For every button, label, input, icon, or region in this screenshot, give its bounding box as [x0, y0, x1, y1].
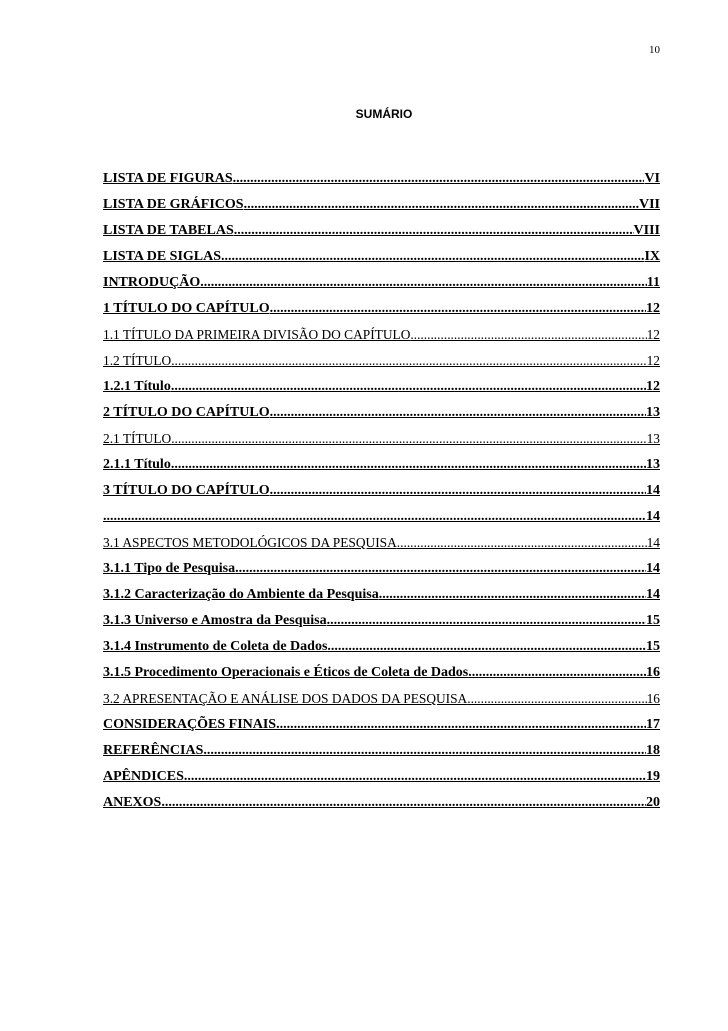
- toc-dot-leader: [244, 197, 639, 213]
- toc-entry[interactable]: [103, 743, 660, 769]
- toc-dot-leader: [171, 379, 646, 395]
- toc-entry[interactable]: [103, 795, 660, 821]
- toc-entry[interactable]: [103, 561, 660, 587]
- toc-entry-text: LISTA DE SIGLAS: [103, 249, 222, 264]
- toc-dot-leader: [410, 327, 646, 343]
- toc-entry-text: 2.1.1 Título: [103, 457, 171, 472]
- toc-entry[interactable]: [103, 691, 660, 717]
- toc-entry[interactable]: [103, 613, 660, 639]
- toc-dot-leader: [235, 561, 646, 577]
- toc-entry-page: 16: [646, 691, 660, 706]
- toc-entry-page: 19: [646, 769, 660, 784]
- toc-entry-text: 3.1.5 Procedimento Operacionais e Éticos de Coleta de Dados: [103, 665, 469, 680]
- toc-dot-leader: [270, 405, 646, 421]
- toc-entry-text: ANEXOS: [103, 795, 162, 810]
- toc-title: SUMÁRIO: [355, 107, 413, 121]
- toc-entry-text: 3.1 ASPECTOS METODOLÓGICOS DA PESQUISA: [103, 535, 397, 550]
- toc-entry-page: 15: [646, 639, 660, 654]
- toc-entry-text: 3.2 APRESENTAÇÃO E ANÁLISE DOS DADOS DA PESQUISA: [103, 691, 468, 706]
- toc-entry-page: 13: [646, 457, 660, 472]
- toc-entry-page: 14: [646, 561, 660, 576]
- toc-entry-page: 13: [646, 431, 660, 446]
- toc-entry-page: 12: [646, 301, 660, 316]
- toc-entry-page: IX: [644, 249, 660, 264]
- toc-entry-page: 14: [646, 587, 660, 602]
- toc-entry[interactable]: [103, 587, 660, 613]
- toc-entry-page: 16: [646, 665, 660, 680]
- toc-dot-leader: [327, 613, 646, 629]
- toc-dot-leader: [200, 275, 647, 291]
- toc-dot-leader: [233, 171, 645, 187]
- toc-entry-page: 14: [646, 483, 660, 498]
- toc-entry-text: CONSIDERAÇÕES FINAIS: [103, 717, 277, 732]
- toc-entry[interactable]: [103, 769, 660, 795]
- toc-dot-leader: [171, 353, 646, 369]
- toc-entry-page: 12: [646, 379, 660, 394]
- toc-entry[interactable]: [103, 483, 660, 509]
- toc-entry[interactable]: [103, 431, 660, 457]
- toc-entry[interactable]: [103, 327, 660, 353]
- toc-entry-page: VIII: [633, 223, 660, 238]
- toc-entry[interactable]: [103, 223, 660, 249]
- toc-entry-page: 12: [646, 327, 660, 342]
- toc-entry-page: 14: [646, 535, 660, 550]
- toc-entry[interactable]: [103, 249, 660, 275]
- toc-entry-text: LISTA DE FIGURAS: [103, 171, 233, 186]
- toc-entry-text: 3.1.3 Universo e Amostra da Pesquisa: [103, 613, 327, 628]
- toc-dot-leader: [161, 795, 646, 811]
- toc-entry[interactable]: [103, 509, 660, 535]
- toc-dot-leader: [276, 717, 646, 733]
- toc-dot-leader: [171, 457, 646, 473]
- toc-dot-leader: [379, 587, 646, 603]
- toc-entry-page: VII: [638, 197, 660, 212]
- toc-dot-leader: [184, 769, 646, 785]
- toc-entry-text: APÊNDICES: [103, 769, 184, 784]
- toc-entry-text: 1.2 TÍTULO: [103, 353, 172, 368]
- toc-entry[interactable]: [103, 457, 660, 483]
- toc-dot-leader: [468, 665, 646, 681]
- toc-entry[interactable]: [103, 535, 660, 561]
- toc-entry-page: 12: [646, 353, 660, 368]
- toc-dot-leader: [467, 691, 646, 707]
- toc-entry-page: 14: [646, 509, 660, 524]
- toc-entry-page: 18: [646, 743, 660, 758]
- toc-entry[interactable]: [103, 405, 660, 431]
- toc-entry-text: INTRODUÇÃO: [103, 275, 201, 290]
- toc-entry[interactable]: [103, 379, 660, 405]
- page-number: 10: [649, 44, 660, 56]
- toc-dot-leader: [270, 483, 646, 499]
- toc-entry-text: REFERÊNCIAS: [103, 743, 204, 758]
- toc-dot-leader: [327, 639, 646, 655]
- toc-dot-leader: [171, 431, 646, 447]
- toc-entry-text: 3.1.1 Tipo de Pesquisa: [103, 561, 236, 576]
- toc-entry-page: 11: [646, 275, 660, 290]
- toc-entry[interactable]: [103, 639, 660, 665]
- toc-entry-text: 2 TÍTULO DO CAPÍTULO: [103, 405, 270, 420]
- toc-entry[interactable]: [103, 171, 660, 197]
- toc-dot-leader: [103, 509, 646, 525]
- toc-entry-text: 1.2.1 Título: [103, 379, 171, 394]
- toc-entry[interactable]: [103, 717, 660, 743]
- toc-entry[interactable]: [103, 301, 660, 327]
- toc-entry-text: 1.1 TÍTULO DA PRIMEIRA DIVISÃO DO CAPÍTULO: [103, 327, 411, 342]
- toc-entry[interactable]: [103, 275, 660, 301]
- toc-entry-page: 17: [646, 717, 660, 732]
- toc-entry-text: LISTA DE TABELAS: [103, 223, 234, 238]
- toc-entry-text: 3 TÍTULO DO CAPÍTULO: [103, 483, 270, 498]
- toc-entry-page: 15: [646, 613, 660, 628]
- toc-entry-page: VI: [644, 171, 660, 186]
- toc-entry-page: 13: [646, 405, 660, 420]
- toc-dot-leader: [270, 301, 646, 317]
- toc-dot-leader: [234, 223, 634, 239]
- toc-entry-text: 3.1.4 Instrumento de Coleta de Dados: [103, 639, 328, 654]
- toc-entry-text: 3.1.2 Caracterização do Ambiente da Pesquisa: [103, 587, 379, 602]
- toc-entry-page: 20: [646, 795, 660, 810]
- toc-entry-text: LISTA DE GRÁFICOS: [103, 197, 244, 212]
- table-of-contents: [103, 171, 660, 821]
- toc-dot-leader: [203, 743, 646, 759]
- toc-entry-text: 2.1 TÍTULO: [103, 431, 172, 446]
- toc-entry-text: 1 TÍTULO DO CAPÍTULO: [103, 301, 270, 316]
- toc-entry[interactable]: [103, 665, 660, 691]
- toc-entry[interactable]: [103, 197, 660, 223]
- toc-dot-leader: [221, 249, 644, 265]
- toc-dot-leader: [397, 535, 647, 551]
- toc-entry[interactable]: [103, 353, 660, 379]
